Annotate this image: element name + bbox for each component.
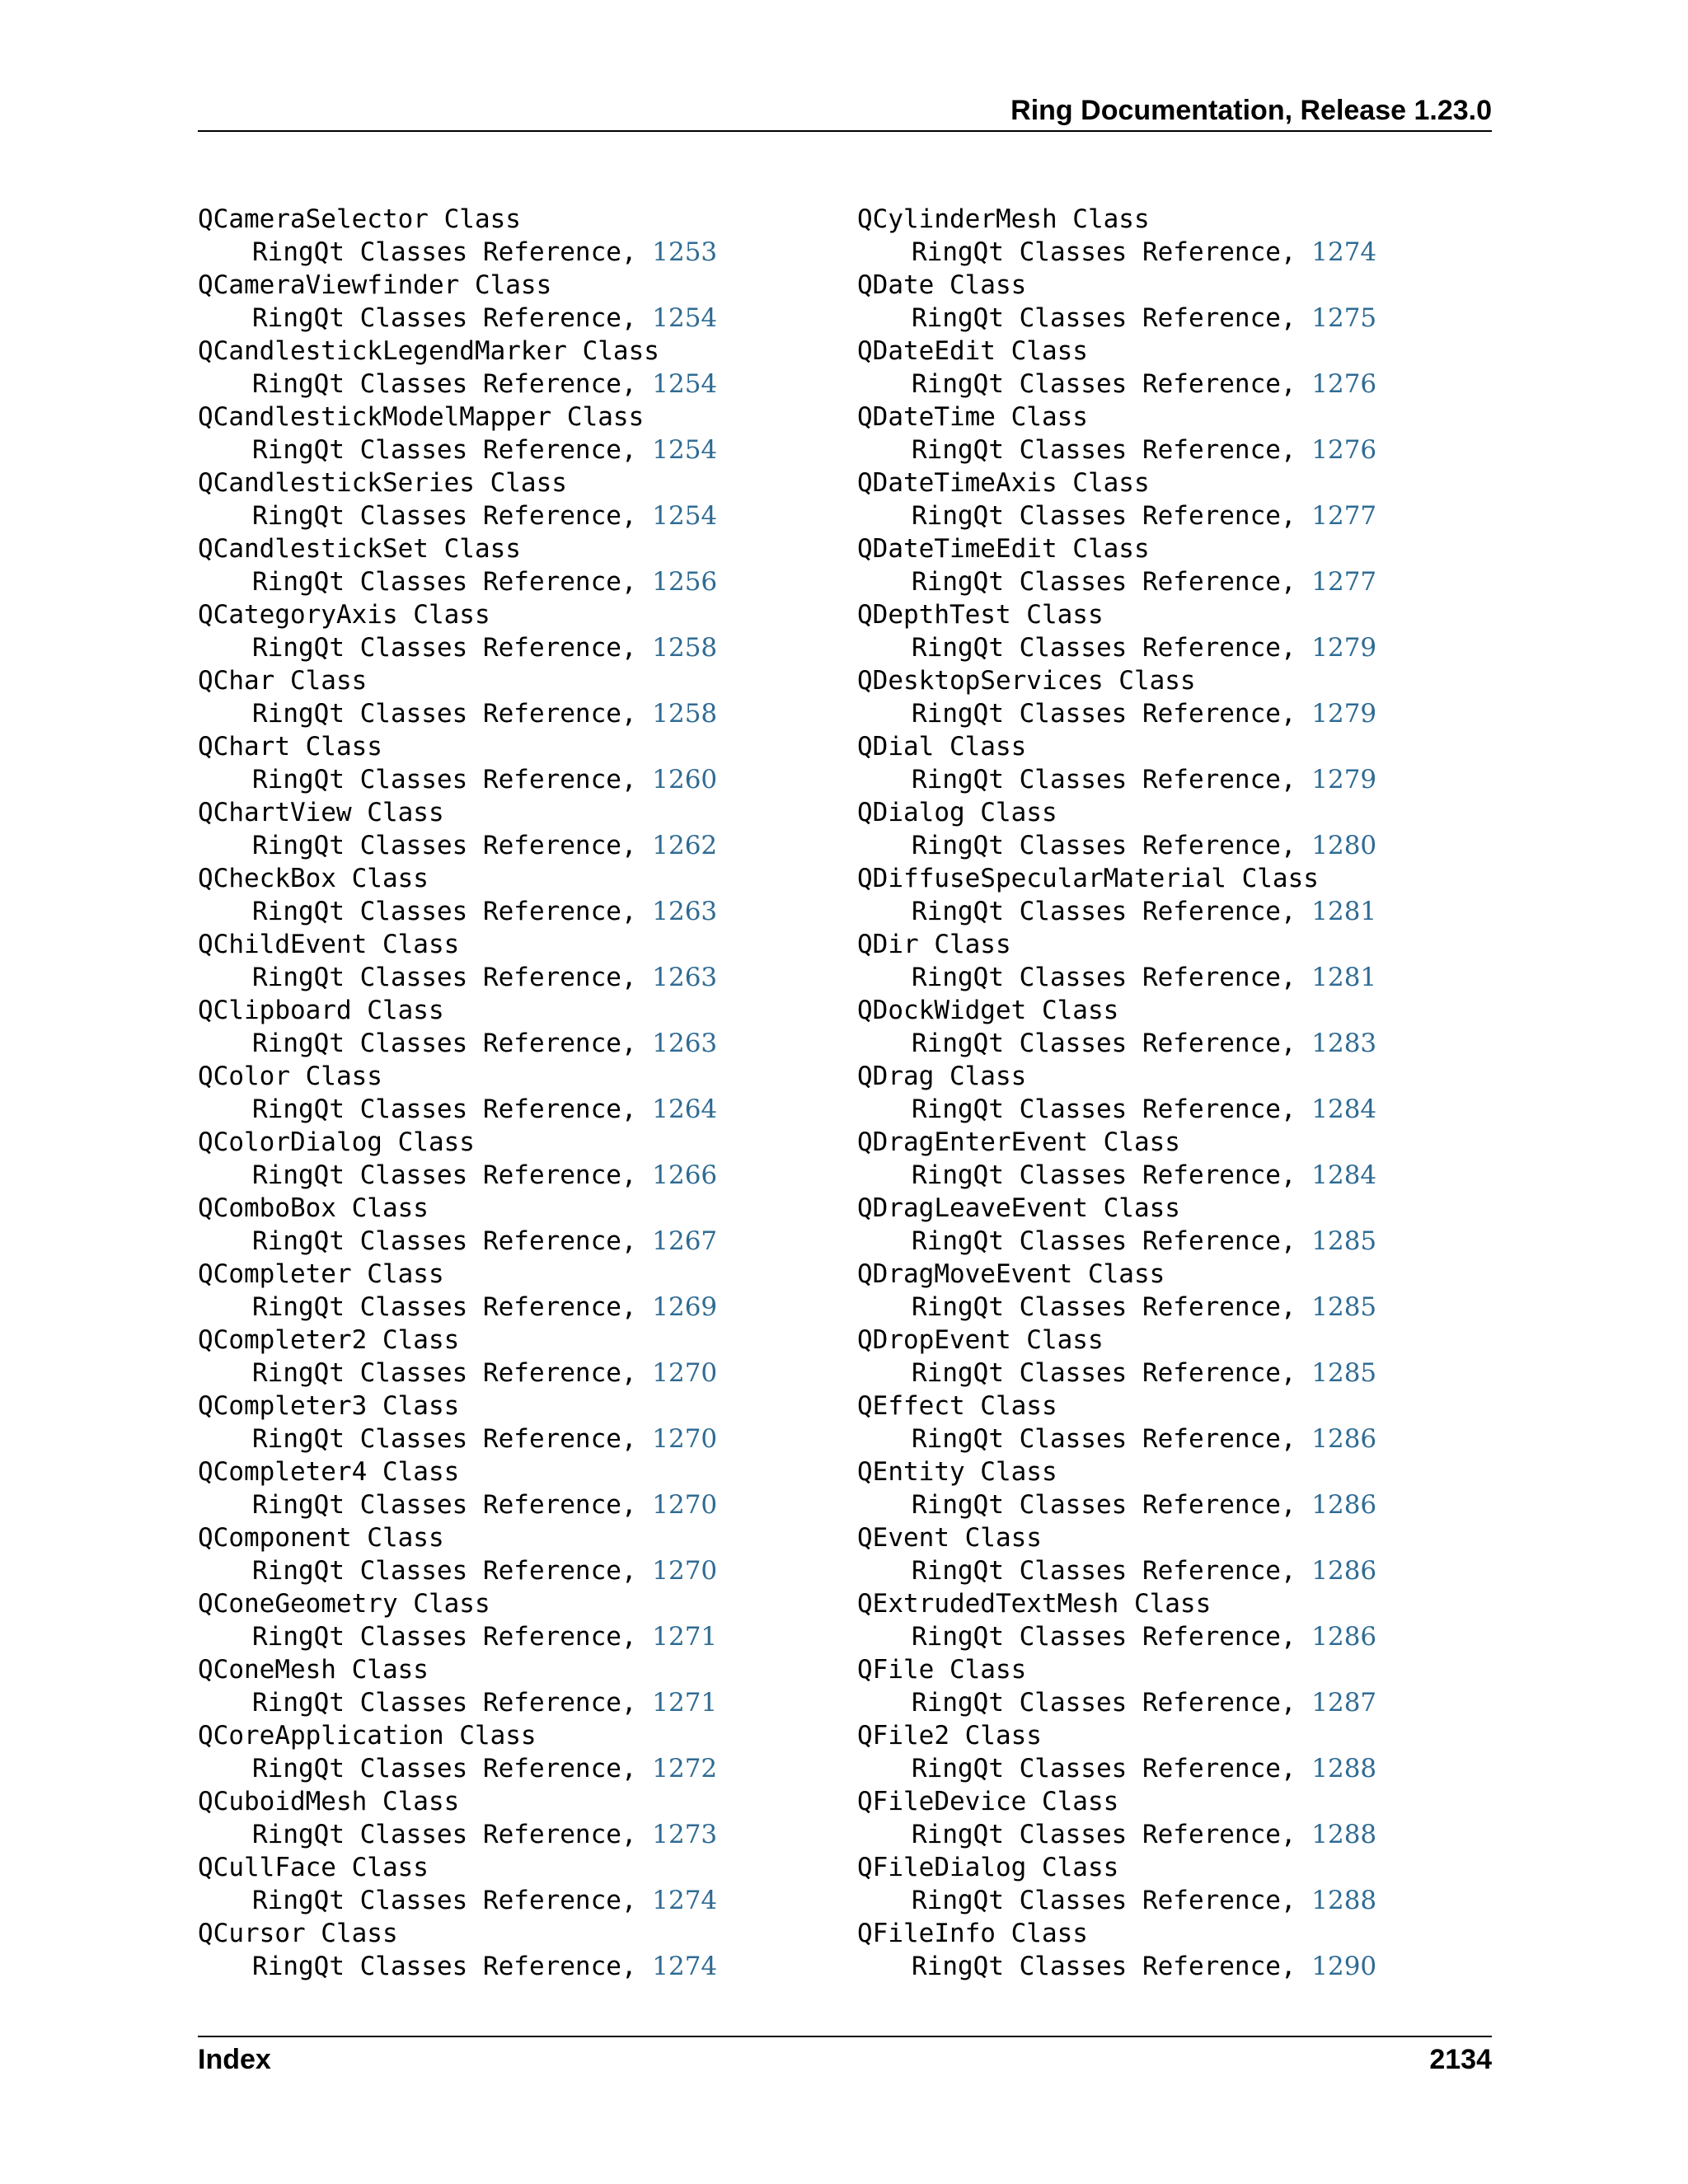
index-entry: [198, 1060, 717, 1126]
index-entry: [857, 1521, 1376, 1587]
page-link[interactable]: 1286: [1311, 1490, 1377, 1520]
index-term: QDateTimeEdit Class: [857, 534, 1150, 564]
index-entry: [857, 1258, 1376, 1324]
index-entry: [857, 466, 1376, 532]
reference-label: RingQt Classes Reference,: [912, 369, 1296, 399]
index-term: QCompleter2 Class: [198, 1325, 460, 1355]
index-subentry: [857, 1027, 1376, 1060]
index-subentry: [857, 1554, 1376, 1587]
page-link[interactable]: 1263: [652, 963, 718, 992]
index-entry: [857, 1917, 1376, 1983]
page-link[interactable]: 1270: [652, 1490, 718, 1520]
index-subentry: [857, 1291, 1376, 1324]
index-term: QCompleter3 Class: [198, 1391, 460, 1421]
reference-label: RingQt Classes Reference,: [252, 1226, 637, 1256]
page-header: [198, 92, 1492, 132]
index-term: QDragEnterEvent Class: [857, 1127, 1180, 1157]
page-link[interactable]: 1258: [652, 633, 718, 663]
page-link[interactable]: 1270: [652, 1424, 718, 1454]
index-term: QEvent Class: [857, 1523, 1042, 1553]
index-entry: [857, 862, 1376, 928]
index-term: QClipboard Class: [198, 996, 444, 1025]
page-link[interactable]: 1254: [652, 435, 718, 465]
index-term: QDockWidget Class: [857, 996, 1119, 1025]
index-subentry: [857, 895, 1376, 928]
reference-label: RingQt Classes Reference,: [912, 1886, 1296, 1915]
index-term: QChildEvent Class: [198, 930, 460, 959]
page-number: 2134: [1429, 2044, 1492, 2075]
index-subentry: [198, 1950, 717, 1983]
index-subentry: [857, 1752, 1376, 1785]
index-term: QComponent Class: [198, 1523, 444, 1553]
index-entry: [198, 598, 717, 664]
reference-label: RingQt Classes Reference,: [252, 831, 637, 860]
page-link[interactable]: 1283: [1311, 1029, 1377, 1058]
index-entry: [857, 335, 1376, 401]
index-subentry: [857, 302, 1376, 335]
index-entry: [198, 664, 717, 730]
index-entry: [857, 1060, 1376, 1126]
page-link[interactable]: 1277: [1311, 501, 1377, 531]
index-term: QDepthTest Class: [857, 600, 1104, 630]
page-link[interactable]: 1279: [1311, 633, 1377, 663]
reference-label: RingQt Classes Reference,: [252, 1160, 637, 1190]
index-subentry: [857, 499, 1376, 532]
page-link[interactable]: 1254: [652, 303, 718, 333]
page-link[interactable]: 1287: [1311, 1688, 1377, 1718]
index-term: QCheckBox Class: [198, 864, 429, 893]
index-subentry: [857, 1818, 1376, 1851]
reference-label: RingQt Classes Reference,: [912, 1029, 1296, 1058]
reference-label: RingQt Classes Reference,: [252, 1292, 637, 1322]
page-link[interactable]: 1288: [1311, 1886, 1377, 1915]
page-link[interactable]: 1285: [1311, 1226, 1377, 1256]
reference-label: RingQt Classes Reference,: [252, 1490, 637, 1520]
index-entry: [198, 1719, 717, 1785]
index-term: QDialog Class: [857, 798, 1057, 827]
page-link[interactable]: 1273: [652, 1820, 718, 1849]
reference-label: RingQt Classes Reference,: [252, 567, 637, 597]
index-subentry: [198, 697, 717, 730]
page-link[interactable]: 1288: [1311, 1754, 1377, 1783]
index-column-left: [198, 203, 717, 1983]
index-subentry: [857, 1159, 1376, 1192]
page-link[interactable]: 1284: [1311, 1094, 1377, 1124]
index-term: QCompleter4 Class: [198, 1457, 460, 1487]
index-entry: [198, 862, 717, 928]
page-link[interactable]: 1263: [652, 1029, 718, 1058]
page-link[interactable]: 1286: [1311, 1622, 1377, 1652]
index-term: QDateTime Class: [857, 402, 1088, 432]
index-term: QFileDevice Class: [857, 1787, 1119, 1816]
reference-label: RingQt Classes Reference,: [252, 963, 637, 992]
index-entry: [857, 994, 1376, 1060]
index-entry: [857, 1126, 1376, 1192]
reference-label: RingQt Classes Reference,: [912, 435, 1296, 465]
reference-label: RingQt Classes Reference,: [252, 237, 637, 267]
index-entry: [857, 1587, 1376, 1653]
index-subentry: [857, 829, 1376, 862]
index-subentry: [198, 1225, 717, 1258]
index-entry: [198, 1653, 717, 1719]
page-link[interactable]: 1270: [652, 1556, 718, 1586]
index-entry: [198, 1587, 717, 1653]
index-entry: [198, 1192, 717, 1258]
index-subentry: [198, 1422, 717, 1455]
reference-label: RingQt Classes Reference,: [912, 567, 1296, 597]
index-term: QCursor Class: [198, 1919, 398, 1948]
index-subentry: [857, 631, 1376, 664]
page-link[interactable]: 1263: [652, 897, 718, 926]
index-subentry: [857, 763, 1376, 796]
index-entry: [857, 1324, 1376, 1390]
index-term: QConeMesh Class: [198, 1655, 429, 1685]
index-entry: [857, 1785, 1376, 1851]
index-term: QCandlestickSet Class: [198, 534, 521, 564]
index-term: QEntity Class: [857, 1457, 1057, 1487]
index-entry: [857, 1192, 1376, 1258]
page-link[interactable]: 1258: [652, 699, 718, 729]
index-entry: [198, 1126, 717, 1192]
index-subentry: [857, 1620, 1376, 1653]
page-link[interactable]: 1286: [1311, 1424, 1377, 1454]
reference-label: RingQt Classes Reference,: [252, 369, 637, 399]
index-term: QDateEdit Class: [857, 336, 1088, 366]
index-term: QFileDialog Class: [857, 1853, 1119, 1882]
index-subentry: [857, 1225, 1376, 1258]
index-term: QExtrudedTextMesh Class: [857, 1589, 1212, 1619]
index-entry: [198, 1851, 717, 1917]
document-title: Ring Documentation, Release 1.23.0: [1010, 95, 1492, 126]
reference-label: RingQt Classes Reference,: [252, 1820, 637, 1849]
page-link[interactable]: 1272: [652, 1754, 718, 1783]
page-link[interactable]: 1274: [652, 1952, 718, 1981]
page-link[interactable]: 1269: [652, 1292, 718, 1322]
index-term: QColor Class: [198, 1062, 382, 1091]
index-subentry: [198, 1291, 717, 1324]
page-link[interactable]: 1271: [652, 1622, 718, 1652]
index-term: QColorDialog Class: [198, 1127, 475, 1157]
index-entry: [198, 401, 717, 466]
reference-label: RingQt Classes Reference,: [912, 1622, 1296, 1652]
index-entry: [198, 928, 717, 994]
reference-label: RingQt Classes Reference,: [252, 1556, 637, 1586]
index-entry: [198, 1455, 717, 1521]
page-link[interactable]: 1285: [1311, 1358, 1377, 1388]
reference-label: RingQt Classes Reference,: [252, 501, 637, 531]
reference-label: RingQt Classes Reference,: [912, 633, 1296, 663]
index-term: QFile2 Class: [857, 1721, 1042, 1750]
index-entry: [857, 1653, 1376, 1719]
reference-label: RingQt Classes Reference,: [912, 1754, 1296, 1783]
index-entry: [198, 1521, 717, 1587]
index-entry: [198, 1917, 717, 1983]
index-subentry: [198, 961, 717, 994]
reference-label: RingQt Classes Reference,: [252, 1622, 637, 1652]
index-entry: [198, 730, 717, 796]
index-term: QDragLeaveEvent Class: [857, 1193, 1180, 1223]
reference-label: RingQt Classes Reference,: [252, 699, 637, 729]
index-subentry: [198, 1488, 717, 1521]
index-term: QFileInfo Class: [857, 1919, 1088, 1948]
page-link[interactable]: 1270: [652, 1358, 718, 1388]
index-subentry: [198, 1093, 717, 1126]
index-entry: [857, 532, 1376, 598]
index-entry: [857, 1390, 1376, 1455]
index-term: QCandlestickSeries Class: [198, 468, 567, 498]
reference-label: RingQt Classes Reference,: [912, 1556, 1296, 1586]
reference-label: RingQt Classes Reference,: [912, 1952, 1296, 1981]
page-link[interactable]: 1274: [1311, 237, 1377, 267]
reference-label: RingQt Classes Reference,: [912, 303, 1296, 333]
index-term: QCategoryAxis Class: [198, 600, 490, 630]
reference-label: RingQt Classes Reference,: [912, 501, 1296, 531]
index-subentry: [857, 1488, 1376, 1521]
page-link[interactable]: 1256: [652, 567, 718, 597]
page-link[interactable]: 1260: [652, 765, 718, 794]
index-entry: [198, 994, 717, 1060]
index-term: QCameraSelector Class: [198, 204, 521, 234]
index-subentry: [857, 1686, 1376, 1719]
page-link[interactable]: 1279: [1311, 699, 1377, 729]
index-subentry: [857, 368, 1376, 401]
index-term: QChartView Class: [198, 798, 444, 827]
footer-section: Index: [198, 2044, 271, 2075]
reference-label: RingQt Classes Reference,: [912, 831, 1296, 860]
index-subentry: [198, 434, 717, 466]
index-term: QFile Class: [857, 1655, 1027, 1685]
reference-label: RingQt Classes Reference,: [912, 1820, 1296, 1849]
reference-label: RingQt Classes Reference,: [912, 963, 1296, 992]
reference-label: RingQt Classes Reference,: [912, 1490, 1296, 1520]
page-link[interactable]: 1284: [1311, 1160, 1377, 1190]
index-term: QDir Class: [857, 930, 1011, 959]
index-term: QEffect Class: [857, 1391, 1057, 1421]
page-link[interactable]: 1281: [1311, 963, 1377, 992]
page-footer: [198, 2036, 1492, 2083]
reference-label: RingQt Classes Reference,: [252, 1754, 637, 1783]
index-term: QDateTimeAxis Class: [857, 468, 1150, 498]
reference-label: RingQt Classes Reference,: [912, 897, 1296, 926]
index-term: QCompleter Class: [198, 1259, 444, 1289]
page-link[interactable]: 1276: [1311, 435, 1377, 465]
index-subentry: [857, 1950, 1376, 1983]
reference-label: RingQt Classes Reference,: [912, 237, 1296, 267]
reference-label: RingQt Classes Reference,: [252, 1358, 637, 1388]
index-entry: [857, 796, 1376, 862]
page-link[interactable]: 1275: [1311, 303, 1377, 333]
index-term: QDate Class: [857, 270, 1027, 300]
page-link[interactable]: 1271: [652, 1688, 718, 1718]
reference-label: RingQt Classes Reference,: [252, 897, 637, 926]
index-term: QCuboidMesh Class: [198, 1787, 460, 1816]
index-entry: [857, 598, 1376, 664]
reference-label: RingQt Classes Reference,: [912, 1424, 1296, 1454]
index-subentry: [198, 763, 717, 796]
index-term: QCullFace Class: [198, 1853, 429, 1882]
index-entry: [198, 466, 717, 532]
index-entry: [198, 1390, 717, 1455]
index-subentry: [198, 1884, 717, 1917]
index-term: QCandlestickModelMapper Class: [198, 402, 645, 432]
index-subentry: [198, 1752, 717, 1785]
index-subentry: [857, 961, 1376, 994]
index-subentry: [857, 236, 1376, 269]
index-entry: [198, 1785, 717, 1851]
index-entry: [857, 928, 1376, 994]
page-link[interactable]: 1286: [1311, 1556, 1377, 1586]
index-term: QConeGeometry Class: [198, 1589, 490, 1619]
page-link[interactable]: 1279: [1311, 765, 1377, 794]
index-entry: [198, 1324, 717, 1390]
page-link[interactable]: 1274: [652, 1886, 718, 1915]
index-subentry: [857, 1357, 1376, 1390]
index-subentry: [198, 1620, 717, 1653]
page-link[interactable]: 1254: [652, 501, 718, 531]
reference-label: RingQt Classes Reference,: [912, 1226, 1296, 1256]
page-link[interactable]: 1281: [1311, 897, 1377, 926]
index-subentry: [198, 829, 717, 862]
index-subentry: [198, 895, 717, 928]
reference-label: RingQt Classes Reference,: [252, 1029, 637, 1058]
reference-label: RingQt Classes Reference,: [252, 1952, 637, 1981]
page-link[interactable]: 1285: [1311, 1292, 1377, 1322]
page-link[interactable]: 1280: [1311, 831, 1377, 860]
index-term: QDropEvent Class: [857, 1325, 1104, 1355]
index-entry: [857, 203, 1376, 269]
page-link[interactable]: 1253: [652, 237, 718, 267]
index-term: QDrag Class: [857, 1062, 1027, 1091]
index-subentry: [198, 236, 717, 269]
reference-label: RingQt Classes Reference,: [912, 1358, 1296, 1388]
index-column-right: [857, 203, 1376, 1983]
index-subentry: [857, 434, 1376, 466]
reference-label: RingQt Classes Reference,: [252, 435, 637, 465]
index-term: QDesktopServices Class: [857, 666, 1196, 696]
index-term: QDragMoveEvent Class: [857, 1259, 1165, 1289]
index-term: QComboBox Class: [198, 1193, 429, 1223]
index-term: QCameraViewfinder Class: [198, 270, 552, 300]
index-entry: [198, 203, 717, 269]
reference-label: RingQt Classes Reference,: [912, 1094, 1296, 1124]
index-subentry: [198, 499, 717, 532]
reference-label: RingQt Classes Reference,: [252, 303, 637, 333]
page-link[interactable]: 1254: [652, 369, 718, 399]
reference-label: RingQt Classes Reference,: [252, 765, 637, 794]
index-subentry: [198, 1554, 717, 1587]
index-term: QDiffuseSpecularMaterial Class: [857, 864, 1319, 893]
index-subentry: [857, 1884, 1376, 1917]
index-subentry: [857, 1093, 1376, 1126]
index-entry: [198, 269, 717, 335]
index-term: QCoreApplication Class: [198, 1721, 537, 1750]
page-link[interactable]: 1266: [652, 1160, 718, 1190]
reference-label: RingQt Classes Reference,: [912, 1160, 1296, 1190]
index-entry: [857, 1851, 1376, 1917]
reference-label: RingQt Classes Reference,: [912, 699, 1296, 729]
index-entry: [857, 664, 1376, 730]
index-subentry: [198, 631, 717, 664]
reference-label: RingQt Classes Reference,: [252, 1424, 637, 1454]
index-subentry: [198, 565, 717, 598]
index-entry: [198, 796, 717, 862]
index-term: QChar Class: [198, 666, 368, 696]
index-entry: [857, 1455, 1376, 1521]
index-term: QDial Class: [857, 732, 1027, 762]
index-subentry: [198, 302, 717, 335]
reference-label: RingQt Classes Reference,: [912, 1292, 1296, 1322]
index-subentry: [198, 1686, 717, 1719]
index-entry: [198, 335, 717, 401]
reference-label: RingQt Classes Reference,: [252, 633, 637, 663]
index-subentry: [198, 1818, 717, 1851]
page-link[interactable]: 1277: [1311, 567, 1377, 597]
index-entry: [198, 532, 717, 598]
reference-label: RingQt Classes Reference,: [912, 1688, 1296, 1718]
index-entry: [857, 401, 1376, 466]
page-link[interactable]: 1276: [1311, 369, 1377, 399]
page-link[interactable]: 1262: [652, 831, 718, 860]
index-subentry: [857, 565, 1376, 598]
index-subentry: [198, 1027, 717, 1060]
page-link[interactable]: 1264: [652, 1094, 718, 1124]
index-entry: [857, 730, 1376, 796]
index-subentry: [198, 1159, 717, 1192]
index-term: QChart Class: [198, 732, 382, 762]
page-link[interactable]: 1267: [652, 1226, 718, 1256]
index-entry: [857, 269, 1376, 335]
reference-label: RingQt Classes Reference,: [912, 765, 1296, 794]
index-subentry: [857, 1422, 1376, 1455]
reference-label: RingQt Classes Reference,: [252, 1688, 637, 1718]
index-entry: [857, 1719, 1376, 1785]
reference-label: RingQt Classes Reference,: [252, 1886, 637, 1915]
index-subentry: [857, 697, 1376, 730]
reference-label: RingQt Classes Reference,: [252, 1094, 637, 1124]
index-subentry: [198, 1357, 717, 1390]
index-subentry: [198, 368, 717, 401]
index-term: QCandlestickLegendMarker Class: [198, 336, 659, 366]
index-entry: [198, 1258, 717, 1324]
page-link[interactable]: 1288: [1311, 1820, 1377, 1849]
index-term: QCylinderMesh Class: [857, 204, 1150, 234]
page-link[interactable]: 1290: [1311, 1952, 1377, 1981]
